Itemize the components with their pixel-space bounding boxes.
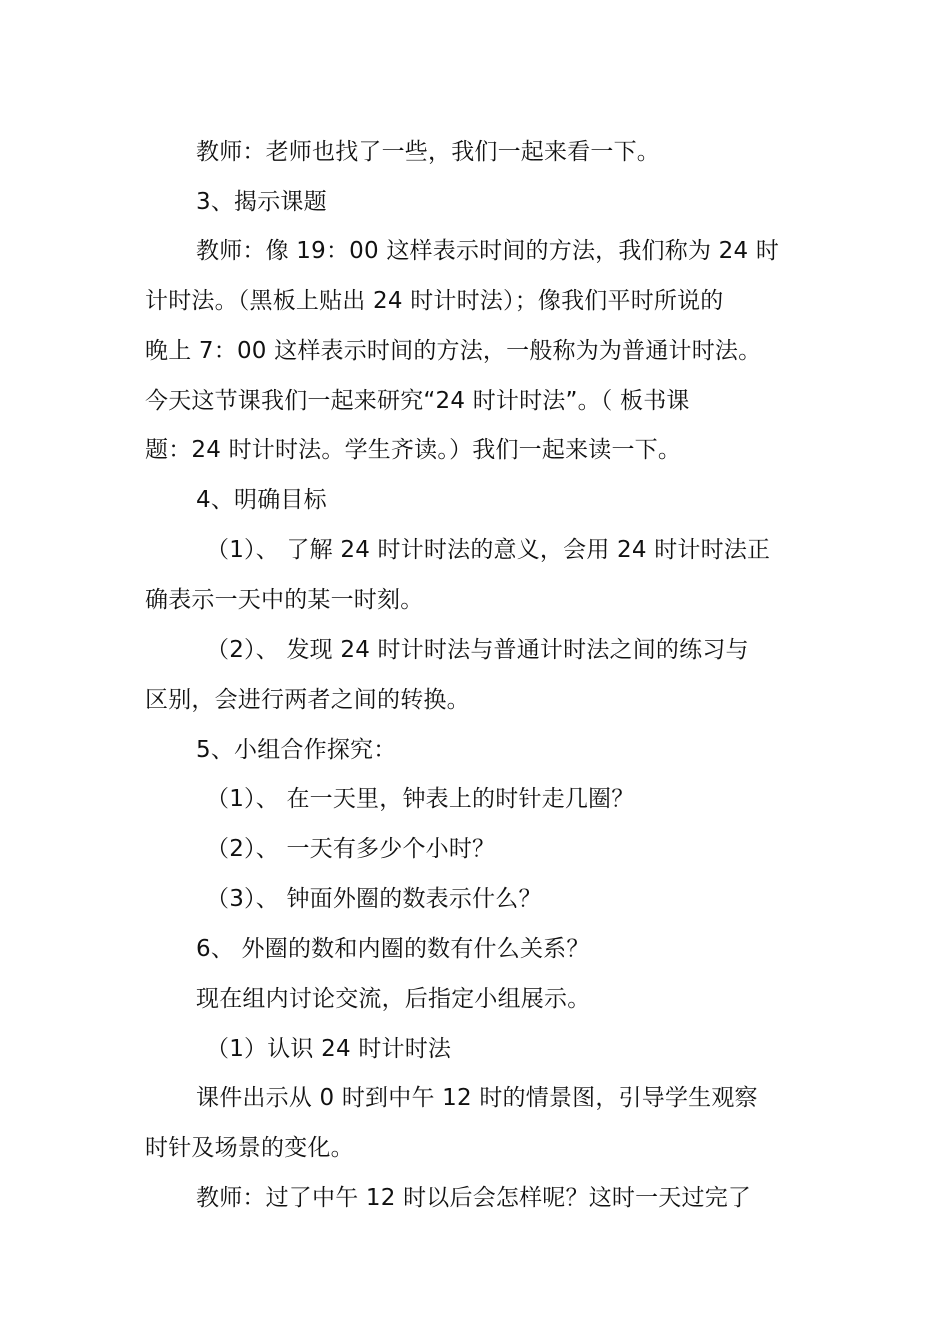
paragraph-line: 计时法。（黑板上贴出 24 时计时法）；像我们平时所说的 [145,288,724,314]
section-heading: 6、 外圈的数和内圈的数有什么关系？ [196,936,590,962]
list-item: （3）、 钟面外圈的数表示什么？ [206,886,542,912]
paragraph-line: 确表示一天中的某一时刻。 [145,587,424,613]
list-item: （2）、 一天有多少个小时？ [206,836,496,862]
paragraph-line: 区别，会进行两者之间的转换。 [145,687,470,713]
section-heading: 5、小组合作探究： [196,737,397,763]
list-item: （1）、 了解 24 时计时法的意义，会用 24 时计时法正 [206,537,771,563]
paragraph-line: 教师：老师也找了一些，我们一起来看一下。 [196,139,660,165]
list-item: （2）、 发现 24 时计时法与普通计时法之间的练习与 [206,637,749,663]
paragraph-line: 今天这节课我们一起来研究“24 时计时法”。（ 板书课 [145,388,690,414]
paragraph-line: 时针及场景的变化。 [145,1135,354,1161]
paragraph-line: 晚上 7：00 这样表示时间的方法，一般称为为普通计时法。 [145,338,762,364]
section-heading: 3、揭示课题 [196,189,327,215]
paragraph-line: 现在组内讨论交流，后指定小组展示。 [196,986,591,1012]
list-item: （1）、 在一天里，钟表上的时针走几圈？ [206,786,635,812]
paragraph-line: 教师：像 19：00 这样表示时间的方法，我们称为 24 时 [196,238,780,264]
paragraph-line: 教师：过了中午 12 时以后会怎样呢？这时一天过完了 [196,1185,752,1211]
paragraph-line: 题：24 时计时法。学生齐读。）我们一起来读一下。 [145,437,682,463]
paragraph-line: 课件出示从 0 时到中午 12 时的情景图，引导学生观察 [196,1085,758,1111]
section-heading: 4、明确目标 [196,487,327,513]
list-item: （1）认识 24 时计时法 [206,1036,452,1062]
